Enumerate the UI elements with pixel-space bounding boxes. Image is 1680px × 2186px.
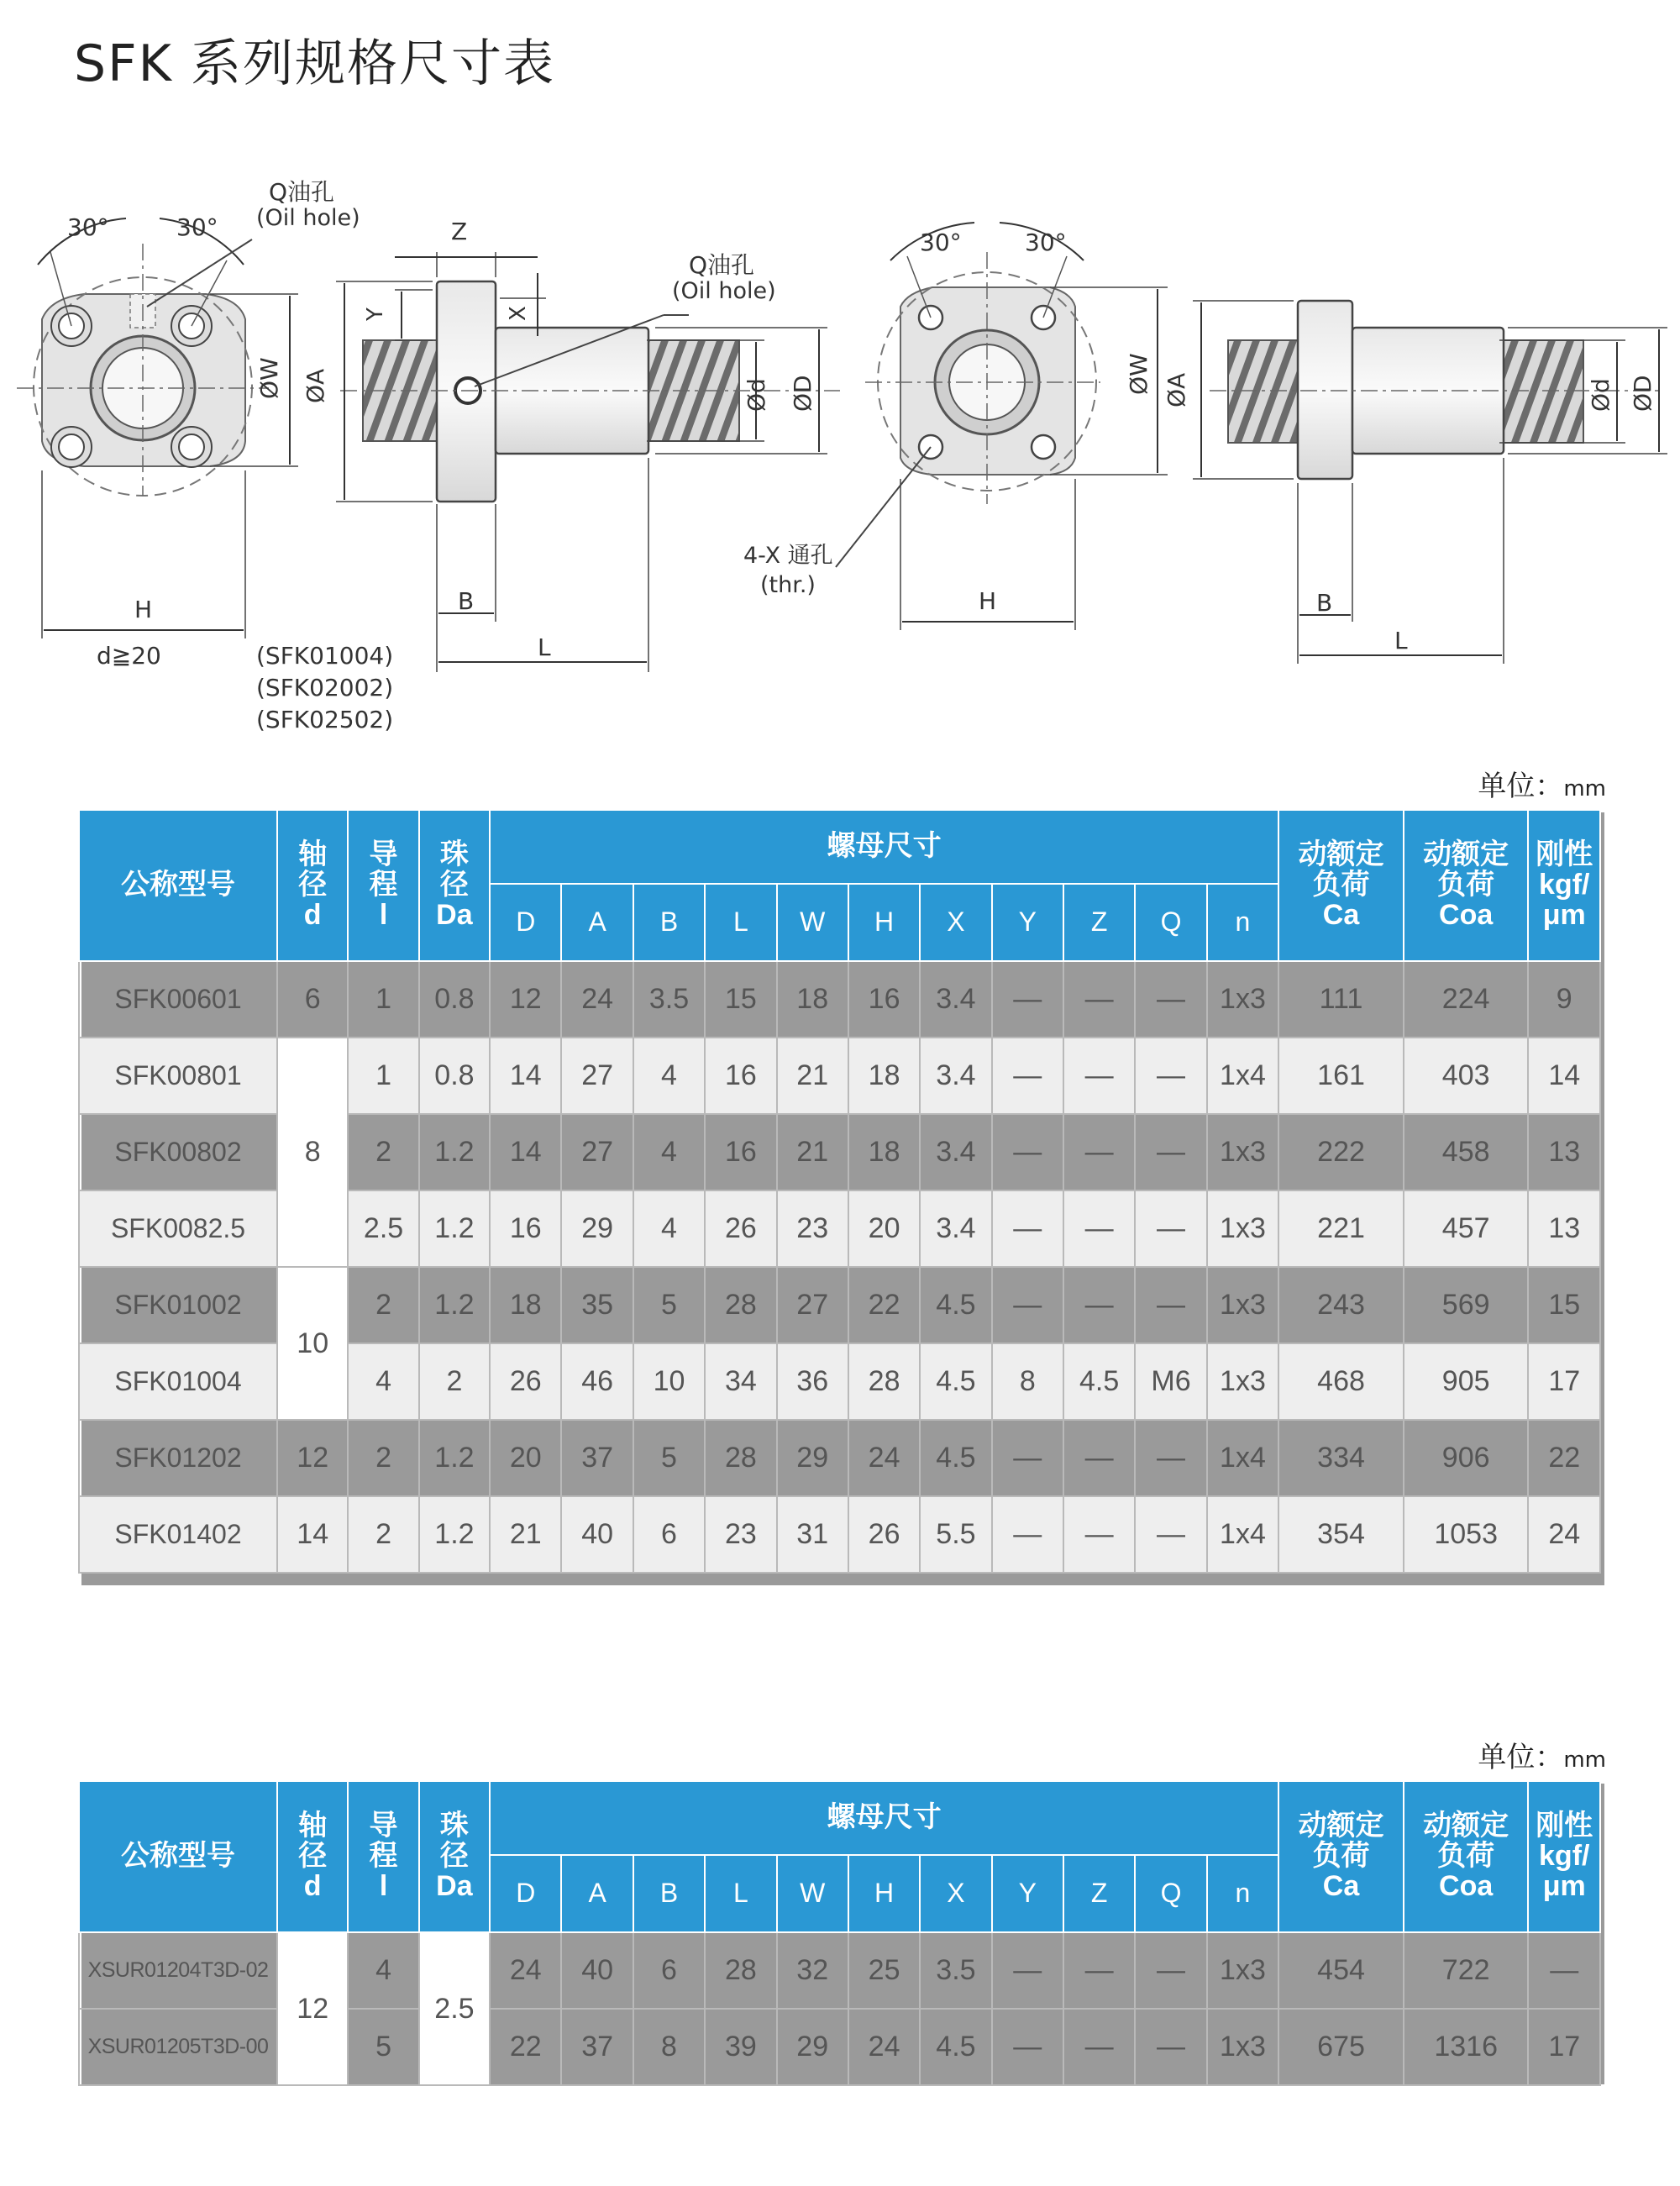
shaft-cell: 12	[277, 1420, 348, 1496]
th-nut: 螺母尺寸	[490, 810, 1278, 884]
table-cell: 2	[348, 1114, 418, 1190]
table-row	[79, 1496, 1600, 1573]
table-cell: 31	[777, 1496, 848, 1573]
th2-col-d: D	[490, 1855, 561, 1932]
table-row	[79, 1038, 1600, 1114]
table-cell: 21	[490, 1496, 561, 1573]
dim-d-label: Ød	[743, 378, 770, 412]
table-cell: 0.8	[419, 961, 490, 1038]
table-cell: 16	[848, 961, 920, 1038]
table-cell: 18	[490, 1267, 561, 1343]
side-view-2	[1163, 301, 1667, 664]
table-cell: 4.5	[920, 1343, 991, 1420]
table-cell: 28	[705, 1420, 776, 1496]
th2-col-a: A	[561, 1855, 633, 1932]
table-cell: 2	[348, 1496, 418, 1573]
table-cell: 1.2	[419, 1114, 490, 1190]
table-cell: 6	[633, 1932, 705, 2009]
table-cell: 8	[992, 1343, 1063, 1420]
table-cell: 675	[1278, 2009, 1404, 2085]
table-cell: 23	[705, 1496, 776, 1573]
table-cell: 35	[561, 1267, 633, 1343]
table-cell: —	[992, 2009, 1063, 2085]
table-cell: 37	[561, 2009, 633, 2085]
table-cell: 15	[1528, 1267, 1600, 1343]
table-cell: 24	[848, 1420, 920, 1496]
table-cell: 13	[1528, 1190, 1600, 1267]
angle-label-left-2: 30°	[920, 229, 962, 256]
th-col-z: Z	[1063, 884, 1135, 961]
table-cell: M6	[1135, 1343, 1206, 1420]
table-cell: 1053	[1404, 1496, 1529, 1573]
model-note-2: (SFK02002)	[256, 674, 394, 702]
th-col-q: Q	[1135, 884, 1206, 961]
table-cell: 15	[705, 961, 776, 1038]
th-shaft: 轴 径 d	[277, 810, 348, 961]
table-cell: 18	[848, 1114, 920, 1190]
dim-w-label-2: ØW	[1125, 353, 1152, 395]
th-col-y: Y	[992, 884, 1063, 961]
th2-col-q: Q	[1135, 1855, 1206, 1932]
table-cell: —	[1135, 1932, 1206, 2009]
table-cell: SFK01202	[79, 1420, 277, 1496]
table-cell: 5.5	[920, 1496, 991, 1573]
th-shaft-2: 轴 径 d	[277, 1781, 348, 1932]
dim-dd-label: ØD	[789, 375, 816, 412]
table-cell: 20	[490, 1420, 561, 1496]
model-note-3: (SFK02502)	[256, 706, 394, 733]
table-cell: 454	[1278, 1932, 1404, 2009]
table-cell: SFK00801	[79, 1038, 277, 1114]
table-cell: 1	[348, 1038, 418, 1114]
th2-col-l: L	[705, 1855, 776, 1932]
table-cell: 16	[705, 1114, 776, 1190]
spec-table-1	[78, 809, 1601, 1574]
table-cell: SFK00802	[79, 1114, 277, 1190]
table-row	[79, 1932, 1600, 2009]
table-cell: 1.2	[419, 1267, 490, 1343]
th-lead: 导 程 l	[348, 810, 418, 961]
table-cell: 3.5	[633, 961, 705, 1038]
dim-y-label: Y	[363, 307, 388, 321]
th2-col-h: H	[848, 1855, 920, 1932]
table-cell: 1.2	[419, 1496, 490, 1573]
table-cell: 27	[561, 1114, 633, 1190]
table-cell: 4.5	[920, 1267, 991, 1343]
table-cell: 906	[1404, 1420, 1529, 1496]
table-cell: 32	[777, 1932, 848, 2009]
table-cell: 1x3	[1207, 1190, 1279, 1267]
table-cell: —	[1063, 2009, 1135, 2085]
table-cell: —	[992, 1267, 1063, 1343]
table-cell: 1x3	[1207, 2009, 1279, 2085]
table-cell: 16	[490, 1190, 561, 1267]
th2-col-n: n	[1207, 1855, 1279, 1932]
table-cell: 5	[633, 1267, 705, 1343]
table-cell: 12	[490, 961, 561, 1038]
table-cell: —	[992, 1114, 1063, 1190]
table-cell: —	[1063, 1114, 1135, 1190]
dim-z-label: Z	[451, 218, 468, 245]
th2-col-b: B	[633, 1855, 705, 1932]
table-cell: 20	[848, 1190, 920, 1267]
table-cell: 1x4	[1207, 1038, 1279, 1114]
front-view-2	[743, 223, 1168, 630]
th-model-2: 公称型号	[79, 1781, 277, 1932]
table-cell: —	[992, 1038, 1063, 1114]
table-cell: 4	[633, 1114, 705, 1190]
dim-h-label-2: H	[979, 587, 997, 615]
table-cell: 29	[561, 1190, 633, 1267]
table-cell: 5	[633, 1420, 705, 1496]
th-ball-2: 珠 径 Da	[419, 1781, 490, 1932]
table-row	[79, 961, 1600, 1038]
th2-col-z: Z	[1063, 1855, 1135, 1932]
oil-hole-label-2: Q油孔	[689, 251, 755, 279]
table-cell: 0.8	[419, 1038, 490, 1114]
dim-b-label: B	[458, 587, 475, 615]
angle-label-right: 30°	[176, 213, 218, 241]
table-cell: 39	[705, 2009, 776, 2085]
table-cell: 24	[561, 961, 633, 1038]
th-rigidity: 刚性 kgf/ μm	[1528, 810, 1600, 961]
table-cell: —	[1063, 1932, 1135, 2009]
table-cell: 34	[705, 1343, 776, 1420]
table-cell: 2.5	[348, 1190, 418, 1267]
table-cell: 722	[1404, 1932, 1529, 2009]
table-cell: 1x4	[1207, 1420, 1279, 1496]
shaft-cell: 12	[277, 1932, 348, 2085]
table-cell: 23	[777, 1190, 848, 1267]
th-col-w: W	[777, 884, 848, 961]
table-cell: —	[1135, 1496, 1206, 1573]
table-cell: 25	[848, 1932, 920, 2009]
table-cell: 1x3	[1207, 1267, 1279, 1343]
d-note: d≧20	[97, 642, 161, 670]
table-cell: 17	[1528, 2009, 1600, 2085]
table-cell: —	[1135, 1420, 1206, 1496]
table-cell: 6	[633, 1496, 705, 1573]
dim-d-label-2: Ød	[1587, 378, 1614, 412]
table-cell: 334	[1278, 1420, 1404, 1496]
table-cell: 29	[777, 2009, 848, 2085]
table-cell: 1x3	[1207, 1932, 1279, 2009]
th-col-l: L	[705, 884, 776, 961]
table-cell: 161	[1278, 1038, 1404, 1114]
table-cell: 4	[348, 1343, 418, 1420]
table-cell: 1.2	[419, 1420, 490, 1496]
table-cell: 14	[1528, 1038, 1600, 1114]
shaft-cell: 10	[277, 1267, 348, 1420]
table-cell: 2	[419, 1343, 490, 1420]
table-cell: 3.4	[920, 1114, 991, 1190]
table-cell: 4.5	[920, 2009, 991, 2085]
th-ca: 动额定 负荷 Ca	[1278, 810, 1404, 961]
shaft-cell: 6	[277, 961, 348, 1038]
table-cell: 24	[490, 1932, 561, 2009]
table-cell: 28	[705, 1267, 776, 1343]
ball-cell: 2.5	[419, 1932, 490, 2085]
table-cell: 3.4	[920, 1190, 991, 1267]
table-cell: 26	[848, 1496, 920, 1573]
table-cell: 8	[633, 2009, 705, 2085]
table-cell: 22	[490, 2009, 561, 2085]
spec-table-2	[78, 1780, 1601, 2086]
oil-hole-en-label: (Oil hole)	[256, 205, 360, 231]
table-cell: 5	[348, 2009, 418, 2085]
unit-label-2: 单位：mm	[1478, 1741, 1606, 1774]
shaft-cell: 8	[277, 1038, 348, 1267]
table-cell: —	[992, 1496, 1063, 1573]
dim-b-label-2: B	[1316, 589, 1333, 617]
th2-col-w: W	[777, 1855, 848, 1932]
table-cell: 1x3	[1207, 1114, 1279, 1190]
table-cell: 3.5	[920, 1932, 991, 2009]
table-cell: 28	[848, 1343, 920, 1420]
table-cell: 457	[1404, 1190, 1529, 1267]
th-coa: 动额定 负荷 Coa	[1404, 810, 1529, 961]
table-cell: —	[992, 1190, 1063, 1267]
dim-l-label: L	[538, 633, 551, 661]
th-col-h: H	[848, 884, 920, 961]
table-cell: —	[1063, 1267, 1135, 1343]
table-cell: 22	[848, 1267, 920, 1343]
angle-label-left: 30°	[67, 213, 109, 241]
table-cell: SFK01004	[79, 1343, 277, 1420]
model-note-1: (SFK01004)	[256, 642, 394, 670]
table-row	[79, 1267, 1600, 1343]
table-cell: 354	[1278, 1496, 1404, 1573]
dim-a-label: ØA	[302, 368, 329, 403]
table-cell: 4.5	[920, 1420, 991, 1496]
table-cell: SFK0082.5	[79, 1190, 277, 1267]
table-cell: 37	[561, 1420, 633, 1496]
th2-col-y: Y	[992, 1855, 1063, 1932]
th-lead-2: 导 程 l	[348, 1781, 418, 1932]
th-rigidity-2: 刚性 kgf/ μm	[1528, 1781, 1600, 1932]
table-cell: —	[1063, 1190, 1135, 1267]
table-cell: 2	[348, 1420, 418, 1496]
dim-a-label-2: ØA	[1163, 372, 1190, 407]
table-cell: 27	[777, 1267, 848, 1343]
table-cell: —	[1063, 1420, 1135, 1496]
dim-l-label-2: L	[1394, 627, 1408, 654]
table-cell: 403	[1404, 1038, 1529, 1114]
table-cell: —	[992, 1420, 1063, 1496]
table-cell: 14	[490, 1114, 561, 1190]
dim-x-label: X	[506, 306, 531, 321]
table-cell: 26	[705, 1190, 776, 1267]
table-cell: 14	[490, 1038, 561, 1114]
table-cell: 1316	[1404, 2009, 1529, 2085]
table-cell: SFK00601	[79, 961, 277, 1038]
th-coa-2: 动额定 负荷 Coa	[1404, 1781, 1529, 1932]
dim-h-label: H	[134, 596, 153, 623]
table-cell: 1x4	[1207, 1496, 1279, 1573]
table-cell: 18	[848, 1038, 920, 1114]
table-cell: 21	[777, 1038, 848, 1114]
table-cell: —	[1135, 2009, 1206, 2085]
table-cell: 111	[1278, 961, 1404, 1038]
table-cell: 905	[1404, 1343, 1529, 1420]
table-cell: 10	[633, 1343, 705, 1420]
th-nut-2: 螺母尺寸	[490, 1781, 1278, 1855]
technical-drawings	[0, 126, 1680, 748]
th-col-x: X	[920, 884, 991, 961]
table-cell: —	[992, 961, 1063, 1038]
table-cell: 4	[348, 1932, 418, 2009]
angle-label-right-2: 30°	[1025, 229, 1067, 256]
table-cell: 9	[1528, 961, 1600, 1038]
table-cell: —	[1135, 1114, 1206, 1190]
th-model: 公称型号	[79, 810, 277, 961]
table-cell: —	[992, 1932, 1063, 2009]
table-cell: 569	[1404, 1267, 1529, 1343]
table-cell: 243	[1278, 1267, 1404, 1343]
th-ball: 珠 径 Da	[419, 810, 490, 961]
th-col-a: A	[561, 884, 633, 961]
table-cell: —	[1528, 1932, 1600, 2009]
table-cell: 40	[561, 1496, 633, 1573]
table-cell: 224	[1404, 961, 1529, 1038]
th-col-d: D	[490, 884, 561, 961]
th-ca-2: 动额定 负荷 Ca	[1278, 1781, 1404, 1932]
thru-hole-en-label: (thr.)	[760, 572, 816, 598]
page-title: SFK 系列规格尺寸表	[74, 34, 556, 93]
oil-hole-en-label-2: (Oil hole)	[672, 278, 776, 304]
table-cell: —	[1135, 1038, 1206, 1114]
table-cell: XSUR01205T3D-00	[79, 2009, 277, 2085]
table-cell: —	[1063, 1496, 1135, 1573]
table-cell: 1x3	[1207, 1343, 1279, 1420]
th-col-n: n	[1207, 884, 1279, 961]
table-cell: 29	[777, 1420, 848, 1496]
table-cell: 24	[1528, 1496, 1600, 1573]
dim-dd-label-2: ØD	[1629, 375, 1656, 412]
table-cell: 221	[1278, 1190, 1404, 1267]
table-cell: 4	[633, 1190, 705, 1267]
table-cell: 1.2	[419, 1190, 490, 1267]
th2-col-x: X	[920, 1855, 991, 1932]
front-view-1	[17, 178, 360, 670]
table-cell: 16	[705, 1038, 776, 1114]
table-cell: 2	[348, 1267, 418, 1343]
table-cell: 1	[348, 961, 418, 1038]
oil-hole-label: Q油孔	[269, 178, 335, 206]
table-cell: 26	[490, 1343, 561, 1420]
table-cell: —	[1135, 1267, 1206, 1343]
table-cell: —	[1135, 961, 1206, 1038]
table-row	[79, 1420, 1600, 1496]
table-cell: 3.4	[920, 961, 991, 1038]
table-cell: SFK01002	[79, 1267, 277, 1343]
table-cell: 18	[777, 961, 848, 1038]
table-cell: 27	[561, 1038, 633, 1114]
table-cell: 4	[633, 1038, 705, 1114]
table-cell: 4.5	[1063, 1343, 1135, 1420]
table-cell: SFK01402	[79, 1496, 277, 1573]
table-cell: 40	[561, 1932, 633, 2009]
table-cell: —	[1063, 961, 1135, 1038]
table-cell: 46	[561, 1343, 633, 1420]
side-view-1	[256, 218, 840, 733]
table-cell: 17	[1528, 1343, 1600, 1420]
table-cell: 13	[1528, 1114, 1600, 1190]
shaft-cell: 14	[277, 1496, 348, 1573]
table-cell: —	[1063, 1038, 1135, 1114]
thru-hole-label: 4-X 通孔	[743, 543, 833, 569]
table-cell: —	[1135, 1190, 1206, 1267]
table-cell: 22	[1528, 1420, 1600, 1496]
table-cell: XSUR01204T3D-02	[79, 1932, 277, 2009]
table-cell: 222	[1278, 1114, 1404, 1190]
table-cell: 28	[705, 1932, 776, 2009]
th-col-b: B	[633, 884, 705, 961]
table-cell: 468	[1278, 1343, 1404, 1420]
table-cell: 24	[848, 2009, 920, 2085]
table-cell: 36	[777, 1343, 848, 1420]
table-cell: 1x3	[1207, 961, 1279, 1038]
dim-w-label: ØW	[255, 357, 283, 399]
table-cell: 21	[777, 1114, 848, 1190]
unit-label-1: 单位：mm	[1478, 770, 1606, 803]
table-cell: 3.4	[920, 1038, 991, 1114]
table-cell: 458	[1404, 1114, 1529, 1190]
